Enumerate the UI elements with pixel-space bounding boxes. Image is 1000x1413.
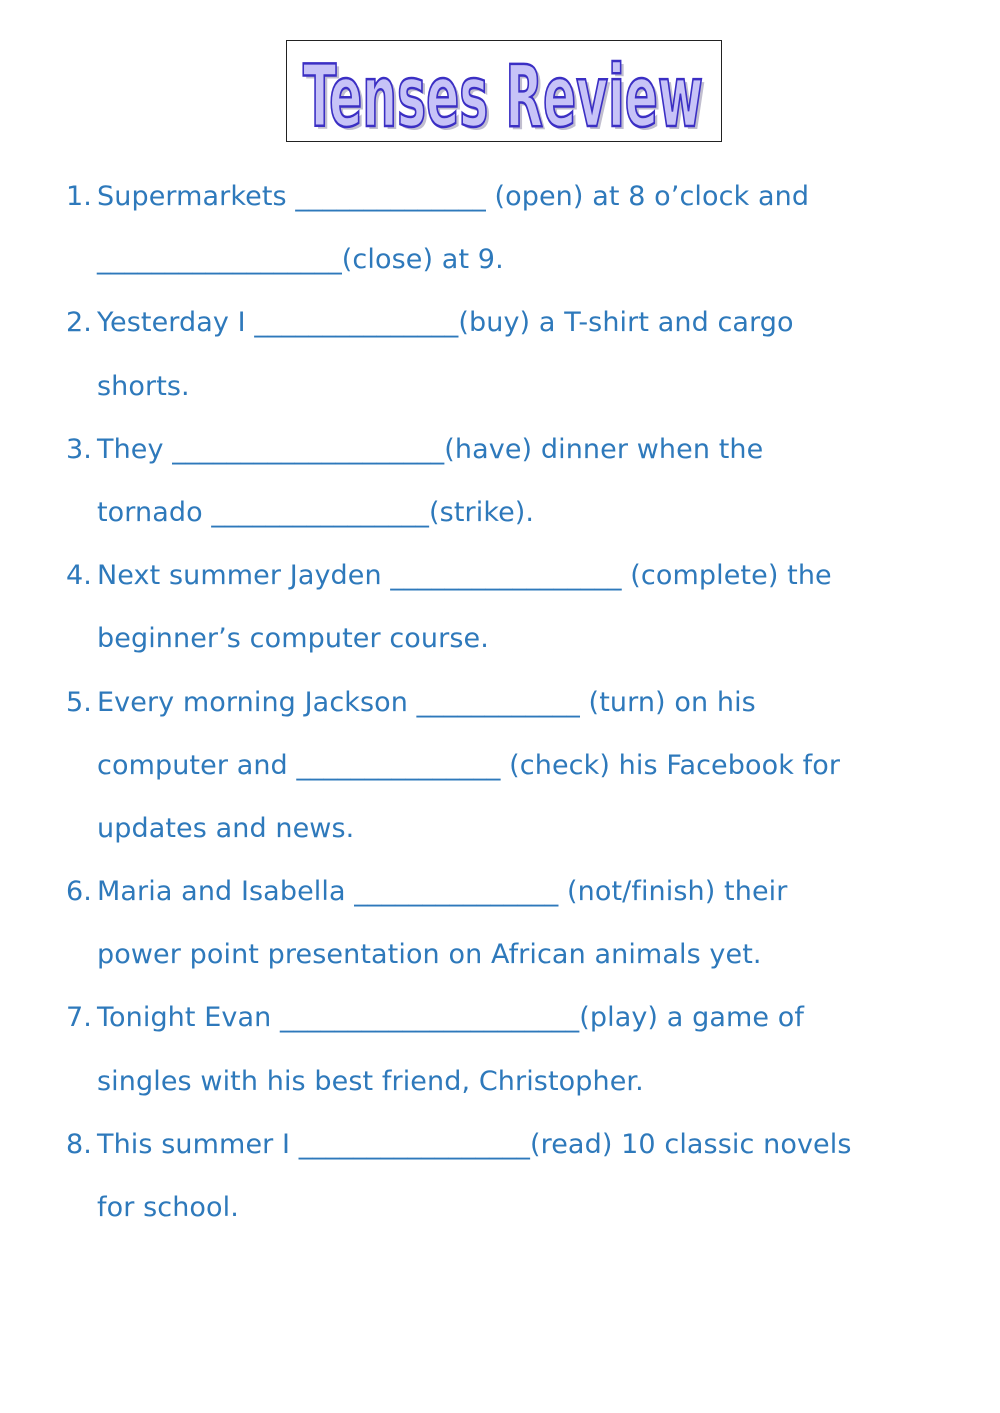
item-number: 5.	[66, 686, 92, 718]
item-number: 7.	[66, 1002, 92, 1034]
sentence-text: They ____________________(have) dinner when the	[97, 433, 764, 465]
exercise-item-continuation	[66, 734, 966, 797]
page-title: Tenses Review	[303, 47, 703, 141]
sentence-text: This summer I _________________(read) 10 classic novels	[97, 1128, 852, 1160]
sentence-text: power point presentation on African animals yet.	[97, 939, 762, 971]
exercise-item-continuation	[66, 228, 966, 291]
exercise-item	[66, 671, 966, 734]
exercise-item-continuation	[66, 481, 966, 544]
exercise-item	[66, 1113, 966, 1176]
title-shadow: Tenses Review	[306, 50, 706, 141]
item-number: 1.	[66, 181, 92, 212]
sentence-text: beginner’s computer course.	[97, 623, 489, 655]
exercise-item-continuation	[66, 355, 966, 418]
exercise-item	[66, 986, 966, 1049]
exercise-item	[66, 860, 966, 923]
exercise-item	[66, 291, 966, 354]
exercise-item-continuation	[66, 923, 966, 986]
exercise-item-continuation	[66, 797, 966, 860]
exercise-list	[66, 165, 966, 1239]
exercise-item	[66, 544, 966, 607]
item-number: 4.	[66, 560, 92, 592]
exercise-item-continuation	[66, 1176, 966, 1239]
sentence-text: updates and news.	[97, 812, 355, 844]
sentence-text: Every morning Jackson ____________ (turn) on his	[97, 686, 756, 718]
title-banner	[286, 40, 722, 142]
sentence-text: Tonight Evan ______________________(play) a game of	[97, 1002, 804, 1034]
item-number: 8.	[66, 1128, 92, 1160]
exercise-item	[66, 418, 966, 481]
sentence-text: __________________(close) at 9.	[97, 244, 504, 276]
sentence-text: shorts.	[97, 370, 190, 402]
exercise-item-continuation	[66, 607, 966, 670]
sentence-text: Yesterday I _______________(buy) a T-shirt and cargo	[97, 307, 794, 339]
sentence-text: for school.	[97, 1192, 239, 1223]
item-number: 3.	[66, 433, 92, 465]
sentence-text: tornado ________________(strike).	[97, 496, 535, 528]
exercise-item-continuation	[66, 1050, 966, 1113]
sentence-text: Maria and Isabella _______________ (not/finish) their	[97, 876, 788, 908]
sentence-text: computer and _______________ (check) his Facebook for	[97, 749, 841, 781]
item-number: 6.	[66, 876, 92, 908]
sentence-text: singles with his best friend, Christopher.	[97, 1065, 644, 1097]
title-wordart	[287, 41, 721, 141]
sentence-text: Supermarkets ______________ (open) at 8 o’clock and	[97, 181, 810, 212]
sentence-text: Next summer Jayden _________________ (complete) the	[97, 560, 832, 592]
exercise-item	[66, 165, 966, 228]
item-number: 2.	[66, 307, 92, 339]
